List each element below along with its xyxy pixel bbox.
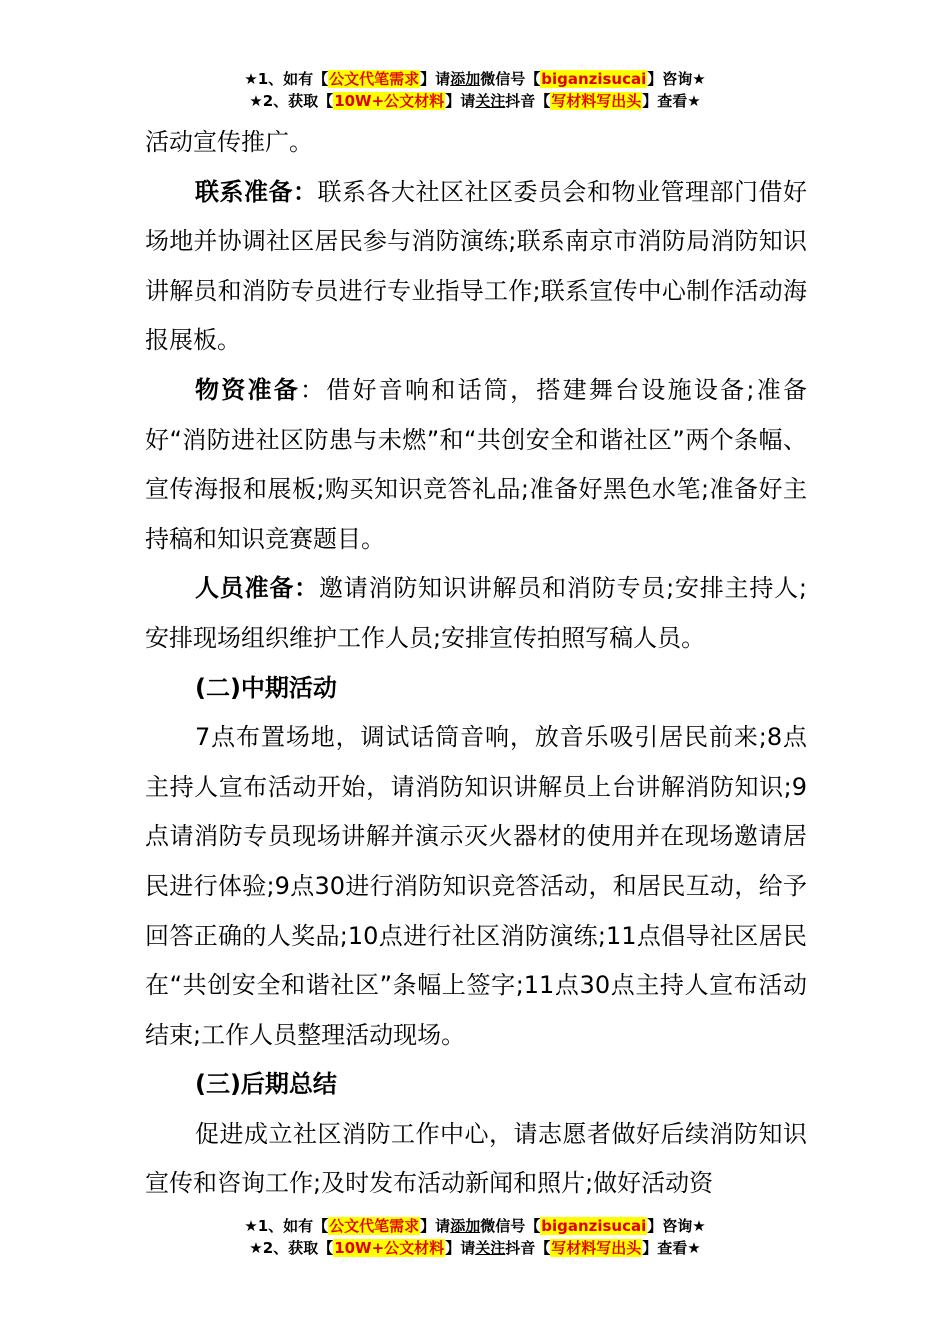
- banner-line-1: [0, 1215, 950, 1237]
- banner-text: 】请: [445, 1239, 476, 1257]
- paragraph-staff-prep: [145, 564, 807, 663]
- banner-highlight: 10W+公文材料: [334, 92, 445, 110]
- label-contact-prep: 联系准备：: [195, 177, 318, 206]
- paragraph-continuation: 活动宣传推广。: [145, 128, 313, 156]
- footer-banner: [0, 1215, 950, 1259]
- paragraph-summary: 促进成立社区消防工作中心，请志愿者做好后续消防知识宣传和咨询工作;及时发布活动新闻和照片;做好活动资: [145, 1119, 807, 1198]
- banner-text: ★1、如有【: [244, 70, 329, 88]
- banner-text: 】咨询★: [647, 70, 706, 88]
- paragraph-material-prep: [145, 366, 807, 564]
- banner-line-2: [0, 1237, 950, 1259]
- section-heading-summary: (三)后期总结: [195, 1070, 337, 1099]
- banner-text: 】咨询★: [647, 1217, 706, 1235]
- banner-line-1: [0, 68, 950, 90]
- banner-text: 】请: [445, 92, 476, 110]
- banner-text: ★1、如有【: [244, 1217, 329, 1235]
- text-material-prep: ：借好音响和话筒，搭建舞台设施设备;准备好“消防进社区防患与未燃”和“共创安全和谐社区”两个条幅、宣传海报和展板;购买知识竞答礼品;准备好黑色水笔;准备好主持稿和知识竞赛题目。: [145, 375, 807, 553]
- banner-underline: 添加: [450, 1217, 481, 1235]
- banner-text: ★2、获取【: [249, 92, 334, 110]
- banner-underline: 关注: [475, 1239, 506, 1257]
- banner-highlight-wechat: biganzisucai: [541, 70, 647, 88]
- banner-text: 微信号【: [480, 1217, 541, 1235]
- label-staff-prep: 人员准备：: [195, 574, 319, 603]
- banner-text: 抖音【: [505, 1239, 551, 1257]
- banner-highlight-douyin: 写材料写出头: [551, 92, 642, 110]
- paragraph-contact-prep: [145, 168, 807, 366]
- label-material-prep: 物资准备: [195, 375, 301, 404]
- banner-text: ★2、获取【: [249, 1239, 334, 1257]
- banner-highlight-douyin: 写材料写出头: [551, 1239, 642, 1257]
- banner-line-2: [0, 90, 950, 112]
- banner-text: 】请: [420, 70, 451, 88]
- banner-highlight: 公文代笔需求: [329, 70, 420, 88]
- document-body: [145, 118, 807, 1209]
- banner-underline: 关注: [475, 92, 506, 110]
- banner-text: 】查看★: [642, 1239, 701, 1257]
- banner-text: 】查看★: [642, 92, 701, 110]
- banner-highlight-wechat: biganzisucai: [541, 1217, 647, 1235]
- banner-underline: 添加: [450, 70, 481, 88]
- banner-text: 微信号【: [480, 70, 541, 88]
- text-staff-prep: 邀请消防知识讲解员和消防专员;安排主持人;安排现场组织维护工作人员;安排宣传拍照写稿人员。: [145, 574, 808, 652]
- header-banner: [0, 68, 950, 112]
- banner-text: 抖音【: [505, 92, 551, 110]
- banner-highlight: 10W+公文材料: [334, 1239, 445, 1257]
- text-contact-prep: 联系各大社区社区委员会和物业管理部门借好场地并协调社区居民参与消防演练;联系南京市消防局消防知识讲解员和消防专员进行专业指导工作;联系宣传中心制作活动海报展板。: [145, 177, 807, 355]
- banner-text: 】请: [420, 1217, 451, 1235]
- section-heading-mid: (二)中期活动: [195, 673, 337, 702]
- banner-highlight: 公文代笔需求: [329, 1217, 420, 1235]
- paragraph-mid-activity: 7点布置场地，调试话筒音响，放音乐吸引居民前来;8点主持人宣布活动开始，请消防知识讲解员上台讲解消防知识;9点请消防专员现场讲解并演示灭火器材的使用并在现场邀请居民进行体验;9点30进行消防知识竞答活动，和居民互动，给予回答正确的人奖品;10点进行社区消防演练;11点倡导社区居民在“共创安全和谐社区”条幅上签字;11点30点主持人宣布活动结束;工作人员整理活动现场。: [145, 723, 807, 1049]
